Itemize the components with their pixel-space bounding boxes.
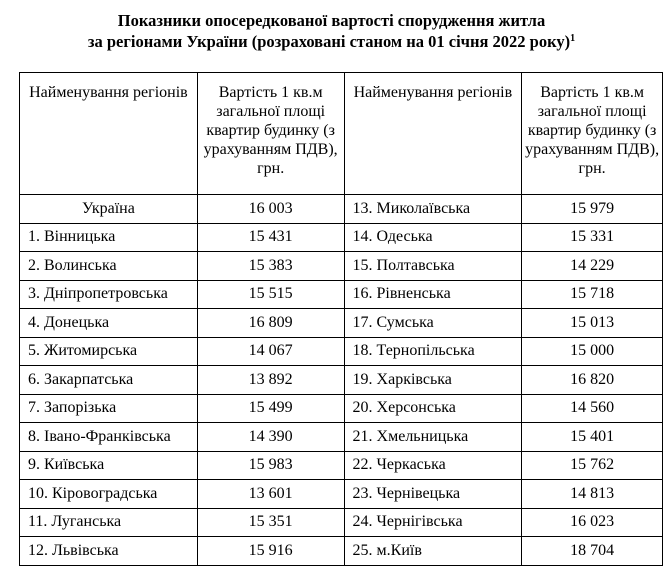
table-row [20,252,663,281]
table-row [20,309,663,338]
cost-value-left: 13 601 [197,480,344,509]
cost-value-right: 15 401 [522,423,663,452]
cost-value-left: 15 499 [197,394,344,423]
region-name-left: 7. Запорізька [20,394,198,423]
header-region-left: Найменування регіонів [20,73,198,195]
region-name-right: 21. Хмельницька [344,423,522,452]
header-cost-right: Вартість 1 кв.м загальної площі квартир будинку (з урахуванням ПДВ), грн. [522,73,663,195]
region-name-left: 4. Донецька [20,309,198,338]
cost-value-left: 14 390 [197,423,344,452]
region-name-left: 6. Закарпатська [20,366,198,395]
region-name-left: 2. Волинська [20,252,198,281]
cost-value-right: 16 820 [522,366,663,395]
cost-value-left: 15 383 [197,252,344,281]
cost-value-right: 14 229 [522,252,663,281]
title-line-2-text: за регіонами України (розраховані станом на 01 січня 2022 року) [87,32,571,51]
cost-value-left: 15 515 [197,280,344,309]
cost-value-left: 15 916 [197,537,344,566]
cost-value-left: 16 809 [197,309,344,338]
region-name-right: 13. Миколаївська [344,195,522,224]
region-name-right: 17. Сумська [344,309,522,338]
region-name-right: 24. Чернігівська [344,508,522,537]
region-name-left: 10. Кіровоградська [20,480,198,509]
table-row [20,537,663,566]
title-line-1: Показники опосередкованої вартості спорудження житла [117,11,546,30]
cost-value-right: 15 762 [522,451,663,480]
region-name-left: 5. Житомирська [20,337,198,366]
cost-value-right: 15 718 [522,280,663,309]
region-name-left: 1. Вінницька [20,223,198,252]
region-name-right: 23. Чернівецька [344,480,522,509]
footnote-marker: 1 [570,33,576,44]
region-name-right: 25. м.Київ [344,537,522,566]
header-region-right: Найменування регіонів [344,73,522,195]
table-row [20,394,663,423]
cost-value-left: 13 892 [197,366,344,395]
region-name-right: 14. Одеська [344,223,522,252]
cost-value-right: 15 331 [522,223,663,252]
table-row [20,423,663,452]
cost-value-right: 15 000 [522,337,663,366]
cost-value-left: 14 067 [197,337,344,366]
title-line-2 [0,31,663,52]
table-row [20,337,663,366]
table-row [20,366,663,395]
region-name-right: 18. Тернопільська [344,337,522,366]
cost-value-left: 15 983 [197,451,344,480]
region-name-left: 8. Івано-Франківська [20,423,198,452]
document-title [0,10,663,52]
cost-value-right: 18 704 [522,537,663,566]
cost-value-right: 15 013 [522,309,663,338]
region-name-left: 11. Луганська [20,508,198,537]
region-name-right: 20. Херсонська [344,394,522,423]
header-cost-left: Вартість 1 кв.м загальної площі квартир будинку (з урахуванням ПДВ), грн. [197,73,344,195]
table-row [20,223,663,252]
table-row [20,280,663,309]
table-body [20,195,663,566]
region-name-left: 9. Київська [20,451,198,480]
table-row [20,508,663,537]
table-row [20,451,663,480]
region-name-right: 22. Черкаська [344,451,522,480]
cost-value-right: 14 560 [522,394,663,423]
cost-value-right: 15 979 [522,195,663,224]
region-name-right: 15. Полтавська [344,252,522,281]
region-name-left: 3. Дніпропетровська [20,280,198,309]
cost-value-right: 16 023 [522,508,663,537]
region-name-right: 16. Рівненська [344,280,522,309]
cost-value-left: 15 431 [197,223,344,252]
cost-value-left: 15 351 [197,508,344,537]
cost-value-left: 16 003 [197,195,344,224]
regional-cost-table [19,72,663,566]
header-row [20,73,663,195]
region-name-left: Україна [20,195,198,224]
table-row [20,195,663,224]
cost-value-right: 14 813 [522,480,663,509]
region-name-left: 12. Львівська [20,537,198,566]
table-row [20,480,663,509]
region-name-right: 19. Харківська [344,366,522,395]
